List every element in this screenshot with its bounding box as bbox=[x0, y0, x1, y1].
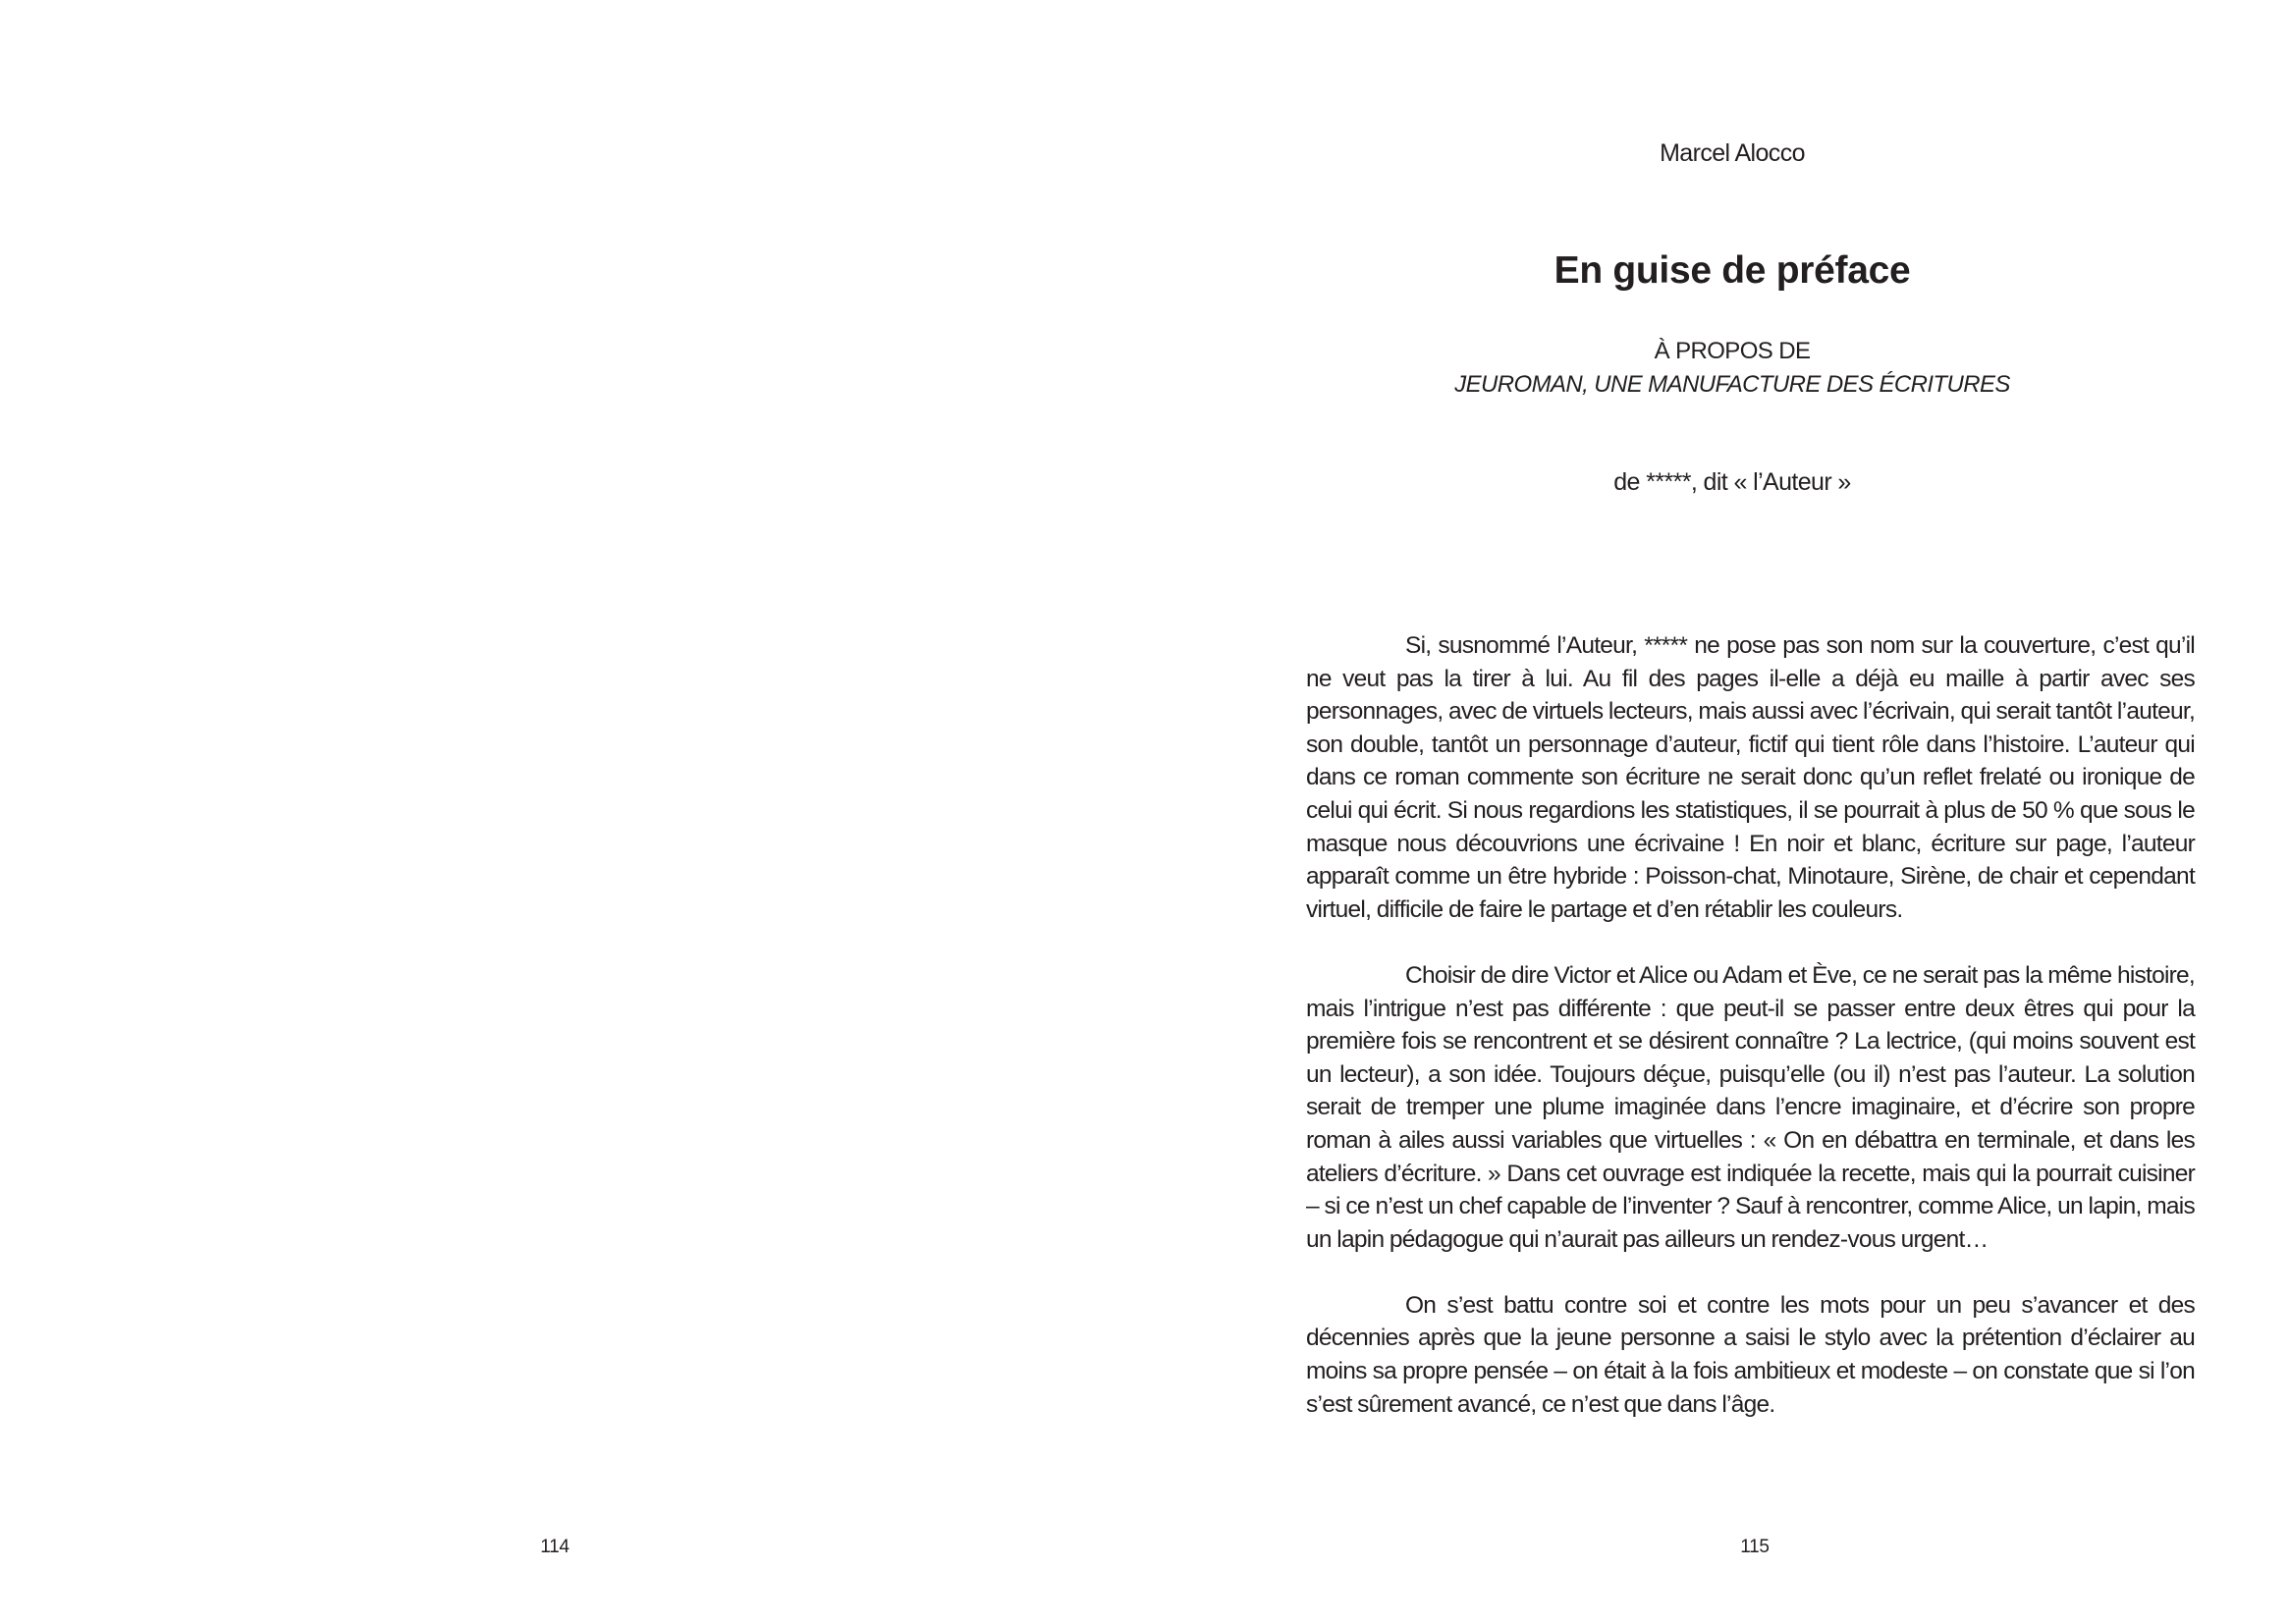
byline: de *****, dit « l’Auteur » bbox=[1613, 468, 1851, 496]
page-number-right: 115 bbox=[1740, 1537, 1770, 1557]
paragraph: Choisir de dire Victor et Alice ou Adam et Ève, ce ne serait pas la même histoire, mais l’intrigue n’est pas différente : que peut-il se passer entre deux êtres qui pour la première fois se rencontrent et se désirent connaître ? La lectrice, (qui moins souvent est un lecteur), a son idée. Toujours déçue, puisqu’elle (ou il) n’est pas l’auteur. La solution serait de tremper une plume imaginée dans l’encre imaginaire, et d’écrire son propre roman à ailes aussi variables que virtuelles : « On en débattra en terminale, et dans les ateliers d’écriture. » Dans cet ouvrage est indiquée la recette, mais qui la pourrait cuisiner – si ce n’est un chef capable de l’inventer ? Sauf à rencontrer, comme Alice, un lapin, mais un lapin pédagogue qui n’aurait pas ailleurs un rendez-vous urgent… bbox=[1306, 961, 2195, 1253]
body-text bbox=[1306, 629, 2195, 1454]
paragraph: On s’est battu contre soi et contre les mots pour un peu s’avancer et des décennies après que la jeune personne a saisi le stylo avec la prétention d’éclairer au moins sa propre pensée – on était à la fois ambitieux et modeste – on constate que si l’on s’est sûrement avancé, ce n’est que dans l’âge. bbox=[1306, 1291, 2195, 1418]
about-label: À PROPOS DE bbox=[1654, 338, 1811, 364]
right-page bbox=[1144, 0, 2289, 1624]
paragraph: Si, susnommé l’Auteur, ***** ne pose pas son nom sur la couverture, c’est qu’il ne veut pas la tirer à lui. Au fil des pages il-elle a déjà eu maille à partir avec ses personnages, avec de virtuels lecteurs, mais aussi avec l’écrivain, qui serait tantôt l’auteur, son double, tantôt un personnage d’auteur, fictif qui tient rôle dans l’histoire. L’auteur qui dans ce roman commente son écriture ne serait donc qu’un reflet frelaté ou ironique de celui qui écrit. Si nous regardions les statistiques, il se pourrait à plus de 50 % que sous le masque nous découvrions une écrivaine ! En noir et blanc, écriture sur page, l’auteur apparaît comme un être hybride : Poisson-chat, Minotaure, Sirène, de chair et cependant virtuel, difficile de faire le partage et d’en rétablir les couleurs. bbox=[1306, 632, 2195, 923]
page-number-left: 114 bbox=[540, 1537, 570, 1557]
about-work-title: JEUROMAN, UNE MANUFACTURE DES ÉCRITURES bbox=[1454, 371, 2010, 398]
left-page bbox=[0, 0, 1144, 1624]
author-name: Marcel Alocco bbox=[1660, 139, 1805, 167]
about-block bbox=[1144, 335, 2289, 402]
chapter-title: En guise de préface bbox=[1553, 249, 1911, 292]
